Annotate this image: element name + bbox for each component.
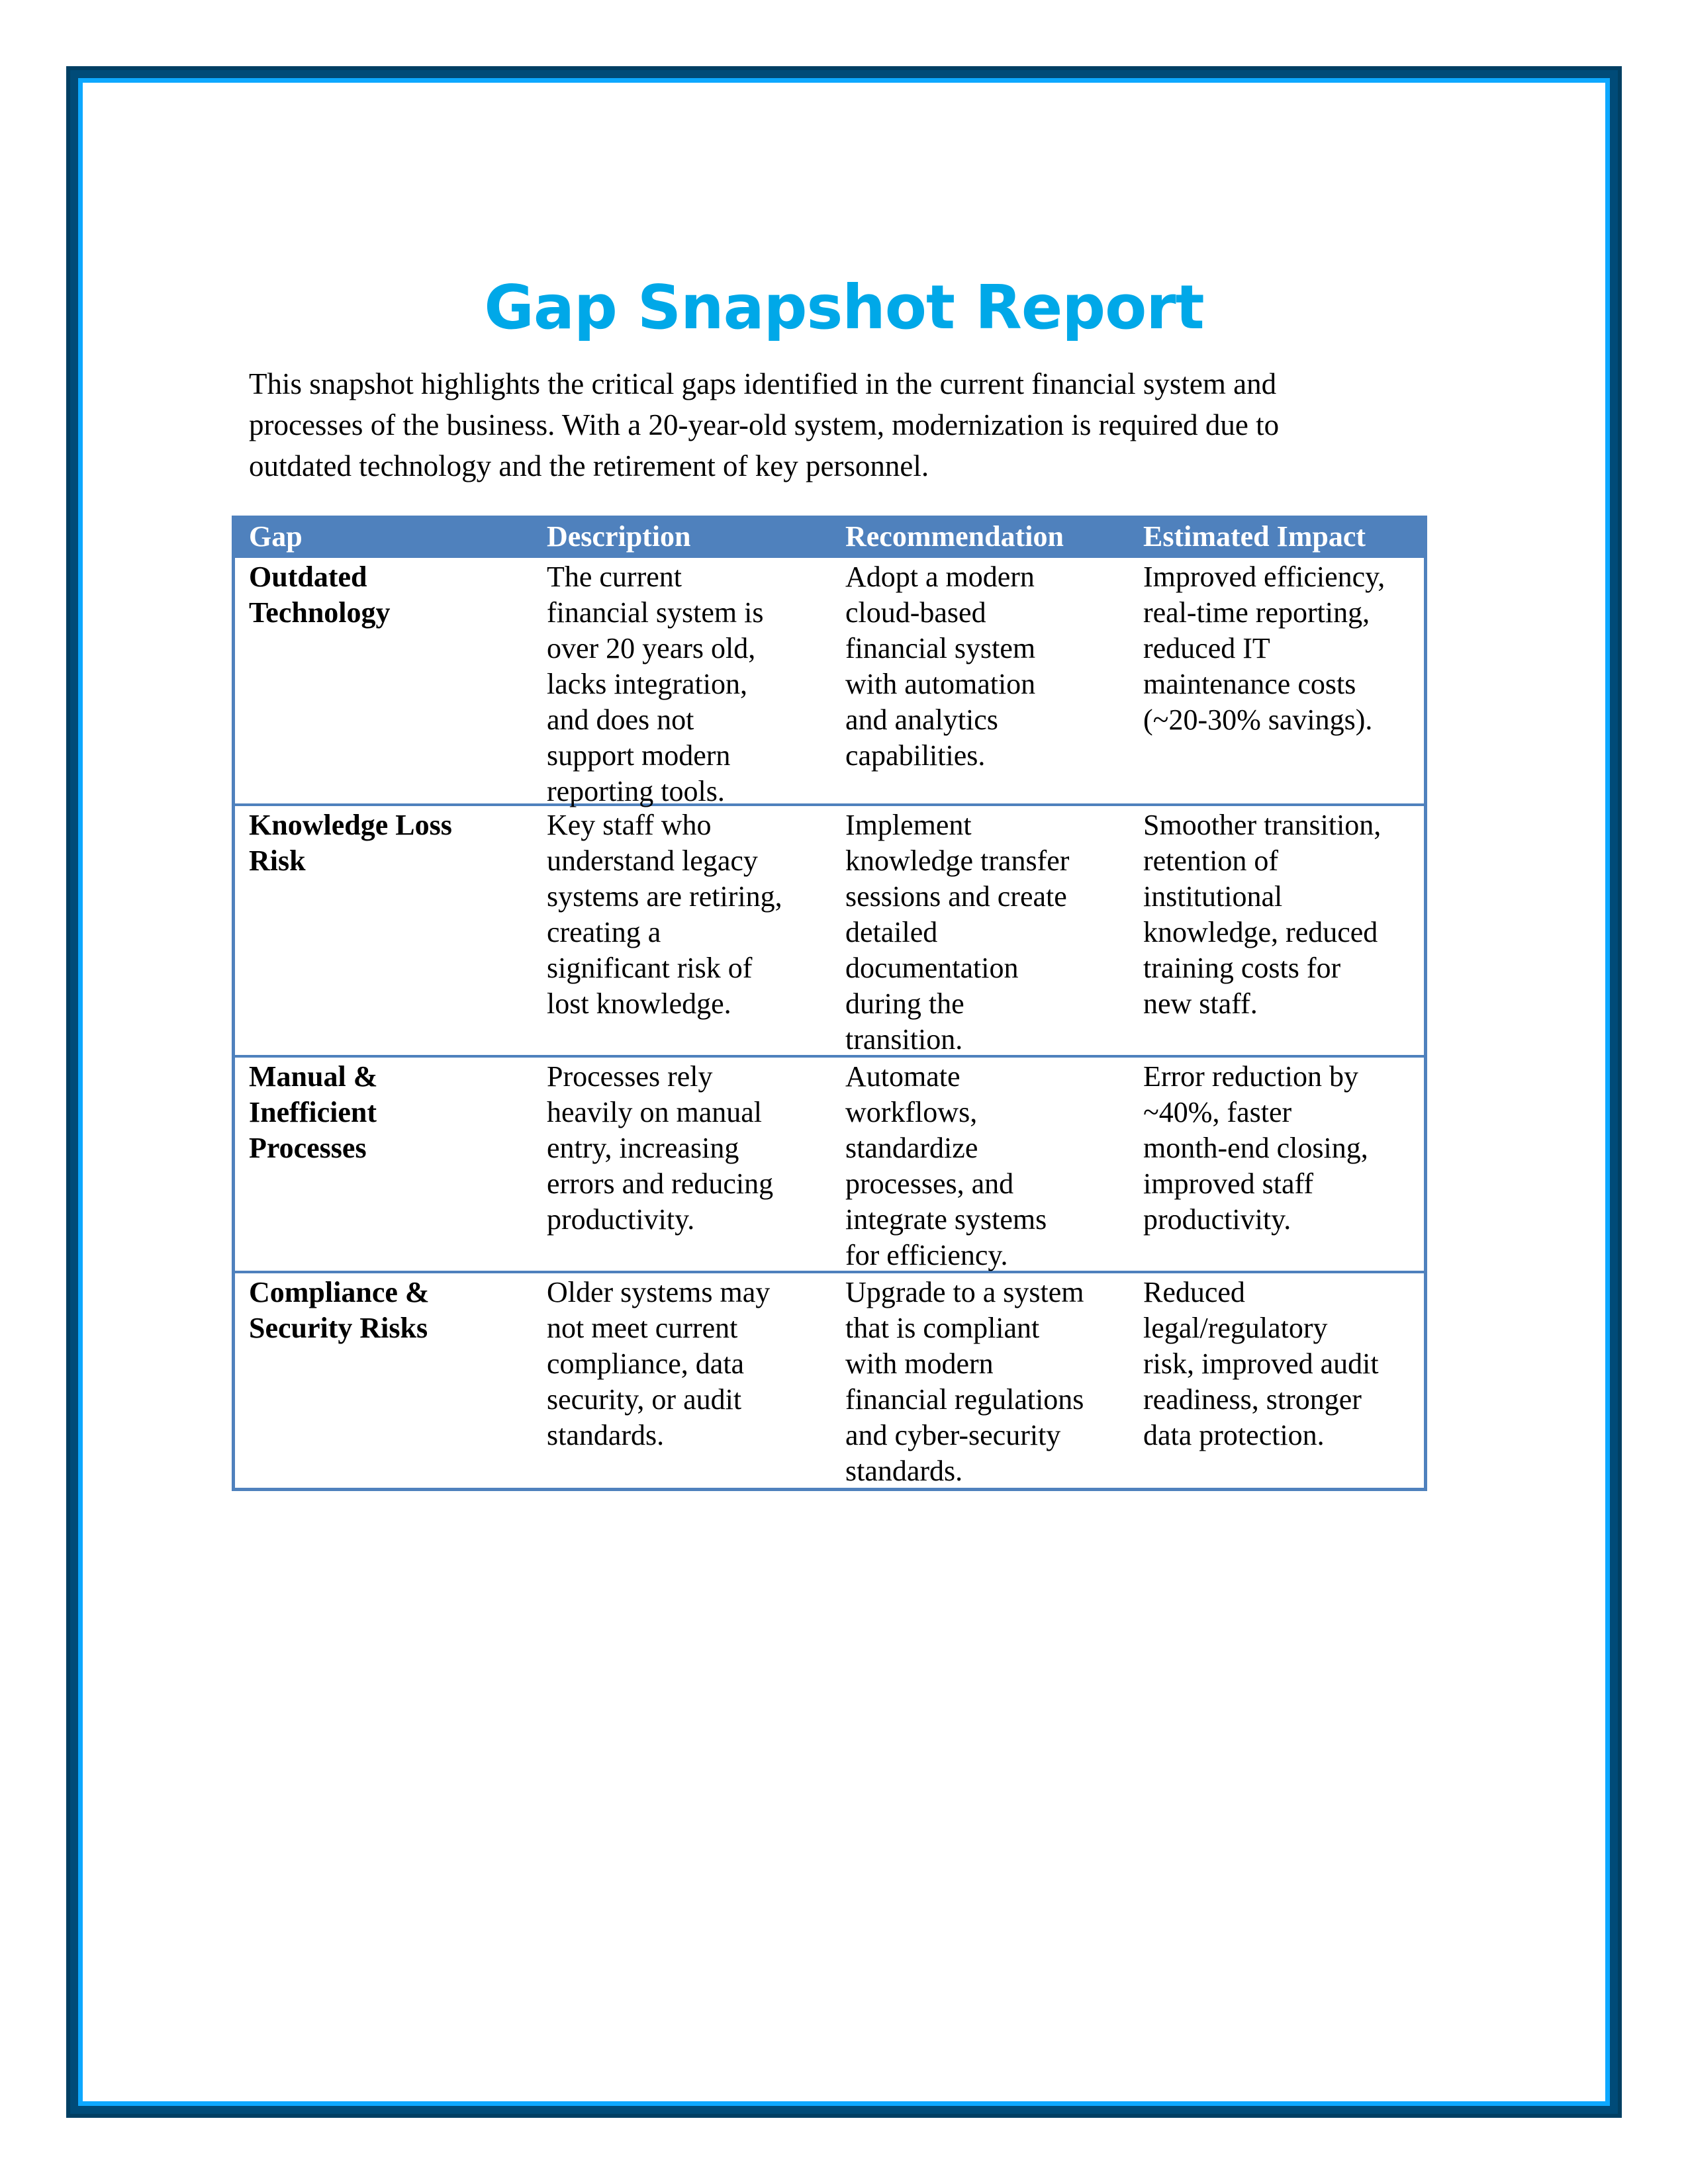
cell-line: workflows,: [845, 1096, 978, 1128]
cell-estimated-impact: [1143, 1275, 1379, 1453]
cell-line: Automate: [845, 1060, 961, 1093]
cell-line: maintenance costs: [1143, 668, 1356, 700]
cell-line: support modern: [547, 739, 731, 772]
cell-line: Inefficient: [249, 1096, 377, 1128]
cell-line: financial system is: [547, 596, 764, 629]
cell-line: month-end closing,: [1143, 1132, 1368, 1164]
cell-line: and cyber-security: [845, 1419, 1061, 1451]
cell-line: errors and reducing: [547, 1167, 774, 1200]
header-estimated-impact: Estimated Impact: [1143, 520, 1366, 553]
cell-line: transition.: [845, 1023, 963, 1056]
intro-line: outdated technology and the retirement of key personnel.: [249, 449, 929, 482]
cell-estimated-impact: [1143, 559, 1385, 738]
cell-line: processes, and: [845, 1167, 1014, 1200]
cell-line: entry, increasing: [547, 1132, 739, 1164]
cell-line: Key staff who: [547, 809, 712, 841]
cell-recommendation: [845, 807, 1069, 1058]
cell-line: over 20 years old,: [547, 632, 756, 664]
cell-description: [547, 1059, 773, 1238]
header-description: Description: [547, 520, 691, 553]
header-gap: Gap: [249, 520, 303, 553]
cell-gap: [249, 807, 452, 879]
cell-recommendation: [845, 1059, 1047, 1273]
cell-line: The current: [547, 561, 682, 593]
cell-line: that is compliant: [845, 1312, 1040, 1344]
cell-line: cloud-based: [845, 596, 986, 629]
cell-line: lost knowledge.: [547, 987, 731, 1020]
cell-line: Technology: [249, 596, 391, 629]
cell-description: [547, 1275, 770, 1453]
cell-line: Upgrade to a system: [845, 1276, 1084, 1308]
cell-line: knowledge, reduced: [1143, 916, 1378, 948]
header-recommendation: Recommendation: [845, 520, 1064, 553]
cell-line: for efficiency.: [845, 1239, 1008, 1271]
cell-line: retention of: [1143, 844, 1279, 877]
table-row: [235, 806, 1424, 1058]
cell-line: institutional: [1143, 880, 1283, 913]
cell-line: Error reduction by: [1143, 1060, 1358, 1093]
intro-line: processes of the business. With a 20-year-old system, modernization is required due to: [249, 408, 1280, 441]
cell-line: and does not: [547, 704, 694, 736]
cell-line: reporting tools.: [547, 775, 725, 807]
cell-line: training costs for: [1143, 952, 1341, 984]
cell-line: Smoother transition,: [1143, 809, 1382, 841]
cell-line: financial system: [845, 632, 1036, 664]
cell-description: [547, 559, 764, 809]
cell-line: (~20-30% savings).: [1143, 704, 1373, 736]
cell-line: integrate systems: [845, 1203, 1047, 1236]
cell-line: Adopt a modern: [845, 561, 1035, 593]
table-row: [235, 1058, 1424, 1273]
cell-line: detailed: [845, 916, 938, 948]
cell-line: heavily on manual: [547, 1096, 763, 1128]
cell-line: real-time reporting,: [1143, 596, 1370, 629]
cell-line: Security Risks: [249, 1312, 428, 1344]
table-body: [232, 558, 1427, 1491]
cell-description: [547, 807, 782, 1022]
table-header-row: [232, 516, 1427, 558]
cell-estimated-impact: [1143, 1059, 1368, 1238]
cell-gap: [249, 1275, 430, 1346]
cell-line: not meet current: [547, 1312, 738, 1344]
cell-gap: [249, 559, 391, 631]
cell-line: Improved efficiency,: [1143, 561, 1385, 593]
cell-line: capabilities.: [845, 739, 986, 772]
cell-line: Risk: [249, 844, 306, 877]
cell-line: Processes: [249, 1132, 367, 1164]
cell-line: readiness, stronger: [1143, 1383, 1362, 1416]
cell-line: improved staff: [1143, 1167, 1314, 1200]
cell-line: and analytics: [845, 704, 998, 736]
cell-line: understand legacy: [547, 844, 758, 877]
intro-line: This snapshot highlights the critical gaps identified in the current financial system and: [249, 367, 1277, 400]
cell-line: lacks integration,: [547, 668, 748, 700]
cell-line: Reduced: [1143, 1276, 1245, 1308]
cell-line: reduced IT: [1143, 632, 1270, 664]
cell-line: Compliance &: [249, 1276, 430, 1308]
intro-paragraph: [249, 363, 1440, 486]
cell-line: with automation: [845, 668, 1036, 700]
cell-line: sessions and create: [845, 880, 1067, 913]
cell-line: financial regulations: [845, 1383, 1084, 1416]
cell-line: security, or audit: [547, 1383, 742, 1416]
cell-line: productivity.: [1143, 1203, 1291, 1236]
gap-table: [232, 516, 1427, 1491]
cell-line: Manual &: [249, 1060, 378, 1093]
cell-line: standards.: [547, 1419, 665, 1451]
cell-line: documentation: [845, 952, 1019, 984]
cell-line: new staff.: [1143, 987, 1258, 1020]
cell-gap: [249, 1059, 377, 1166]
cell-line: legal/regulatory: [1143, 1312, 1328, 1344]
cell-line: data protection.: [1143, 1419, 1325, 1451]
cell-line: standardize: [845, 1132, 978, 1164]
cell-line: during the: [845, 987, 964, 1020]
cell-line: ~40%, faster: [1143, 1096, 1292, 1128]
report-title: Gap Snapshot Report: [484, 272, 1204, 343]
cell-line: significant risk of: [547, 952, 753, 984]
cell-line: with modern: [845, 1347, 994, 1380]
cell-line: Processes rely: [547, 1060, 713, 1093]
cell-line: Older systems may: [547, 1276, 771, 1308]
cell-estimated-impact: [1143, 807, 1381, 1022]
table-row: [235, 1273, 1424, 1488]
table-row: [235, 558, 1424, 806]
cell-line: risk, improved audit: [1143, 1347, 1379, 1380]
cell-line: compliance, data: [547, 1347, 745, 1380]
cell-line: standards.: [845, 1455, 963, 1487]
cell-line: Outdated: [249, 561, 367, 593]
cell-recommendation: [845, 559, 1035, 774]
cell-line: creating a: [547, 916, 661, 948]
cell-line: systems are retiring,: [547, 880, 782, 913]
cell-line: knowledge transfer: [845, 844, 1070, 877]
cell-recommendation: [845, 1275, 1084, 1489]
cell-line: Implement: [845, 809, 972, 841]
cell-line: Knowledge Loss: [249, 809, 452, 841]
cell-line: productivity.: [547, 1203, 695, 1236]
